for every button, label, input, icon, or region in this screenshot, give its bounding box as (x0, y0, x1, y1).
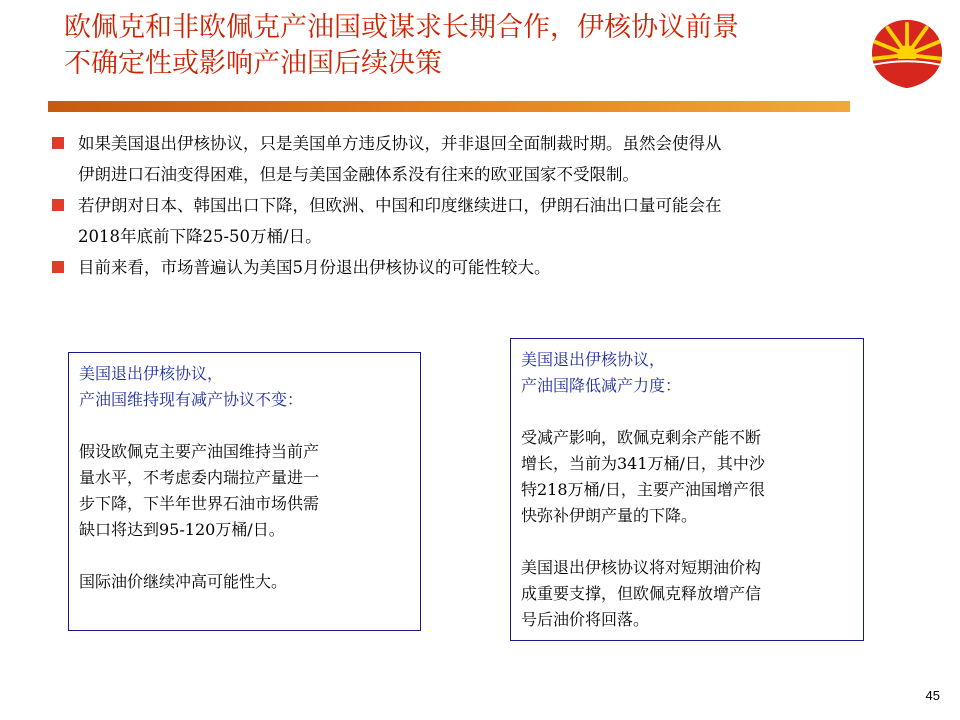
box-text-line: 增长，当前为341万桶/日，其中沙 (521, 454, 765, 473)
bullet-text-line: 目前来看，市场普遍认为美国5月份退出伊核协议的可能性较大。 (78, 258, 551, 277)
bullet-text-line: 2018年底前下降25-50万桶/日。 (78, 227, 322, 246)
bullet-item (52, 128, 922, 190)
bullet-square-icon (52, 199, 64, 211)
box-heading: 产油国维持现有减产协议不变： (79, 390, 304, 409)
box-heading: 美国退出伊核协议， (521, 350, 666, 369)
bullet-text-line: 伊朗进口石油变得困难，但是与美国金融体系没有往来的欧亚国家不受限制。 (78, 165, 639, 184)
box-text-line: 步下降，下半年世界石油市场供需 (79, 494, 320, 513)
bullet-list (52, 128, 922, 283)
bullet-text-line: 若伊朗对日本、韩国出口下降，但欧洲、中国和印度继续进口，伊朗石油出口量可能会在 (78, 196, 722, 215)
scenario-box-maintain-cuts (68, 352, 421, 631)
bullet-square-icon (52, 137, 64, 149)
bullet-item (52, 252, 922, 283)
box-text-line: 号后油价将回落。 (521, 610, 650, 629)
box-text-line: 缺口将达到95-120万桶/日。 (79, 520, 285, 539)
box-text-line: 量水平，不考虑委内瑞拉产量进一 (79, 468, 320, 487)
scenario-box-reduce-cuts (510, 338, 864, 641)
box-text-line: 国际油价继续冲高可能性大。 (79, 572, 288, 591)
box-text-line: 成重要支撑，但欧佩克释放增产信 (521, 584, 762, 603)
bullet-text-line: 如果美国退出伊核协议，只是美国单方违反协议，并非退回全面制裁时期。虽然会使得从 (78, 134, 722, 153)
page-number: 45 (925, 688, 940, 703)
slide-title-line-1: 欧佩克和非欧佩克产油国或谋求长期合作，伊核协议前景 (64, 12, 739, 43)
slide-title (64, 10, 854, 82)
box-text-line: 特218万桶/日，主要产油国增产很 (521, 480, 765, 499)
box-text-line: 假设欧佩克主要产油国维持当前产 (79, 442, 320, 461)
box-heading: 产油国降低减产力度： (521, 376, 682, 395)
box-text-line: 受减产影响，欧佩克剩余产能不断 (521, 428, 762, 447)
title-divider (48, 101, 850, 112)
box-text-line: 美国退出伊核协议将对短期油价构 (521, 558, 762, 577)
bullet-item (52, 190, 922, 252)
bullet-square-icon (52, 261, 64, 273)
slide-title-line-2: 不确定性或影响产油国后续决策 (64, 48, 442, 79)
petrochina-logo-icon (868, 16, 946, 90)
box-heading: 美国退出伊核协议， (79, 364, 224, 383)
box-text-line: 快弥补伊朗产量的下降。 (521, 506, 698, 525)
